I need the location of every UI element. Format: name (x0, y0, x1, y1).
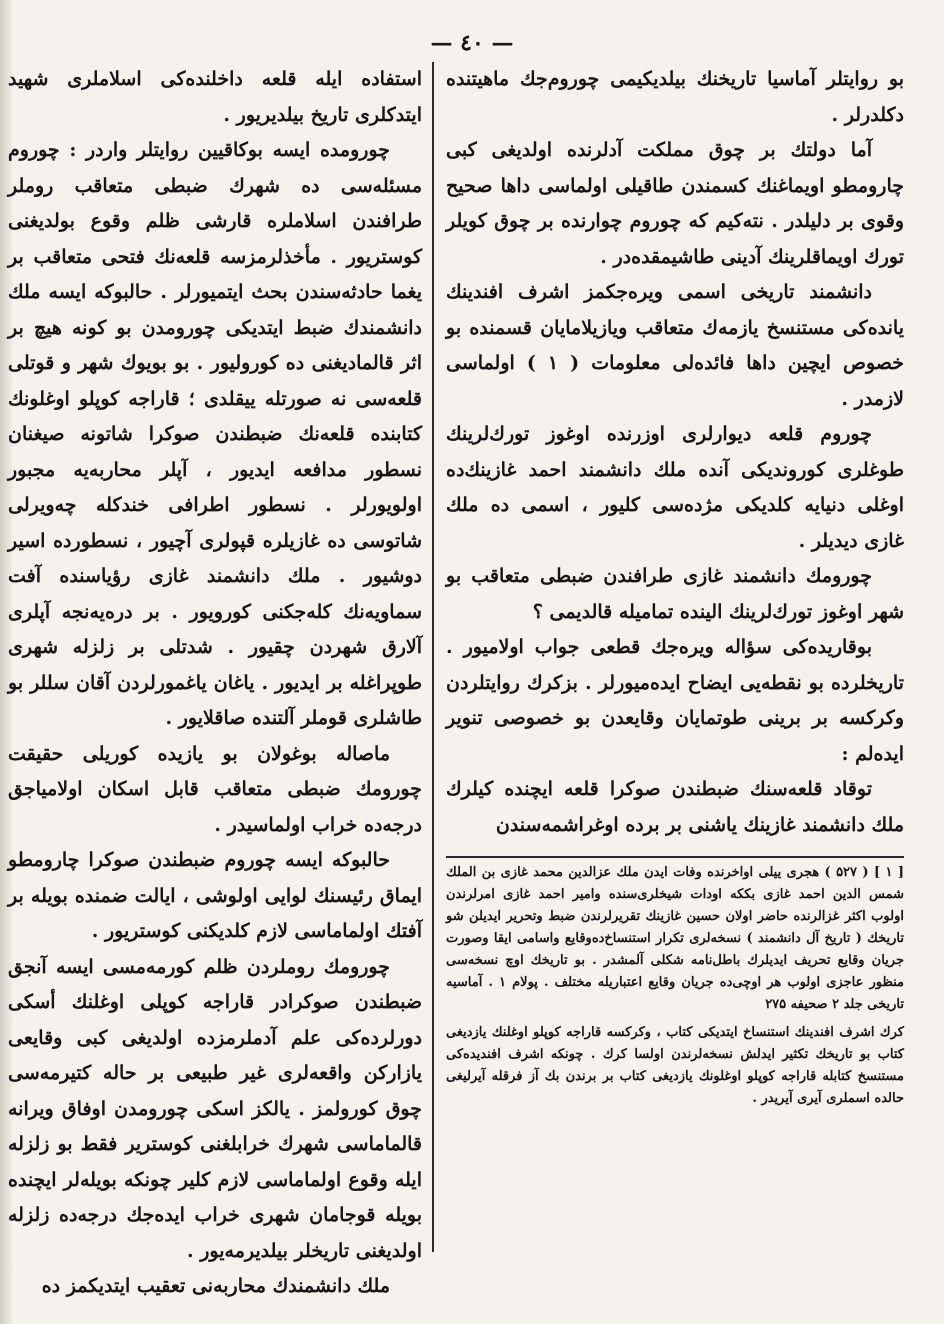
footnotes (446, 862, 904, 1116)
paragraph: دانشمند تاریخی اسمی ویره‌جكمز اشرف افندینك یانده‌كی مستنسخ یازمه‌ك متعاقب ویازیلامایان قسمنده بو خصوص ایچین داها فائده‌لی معلومات ( ۱ ) اولماسی لازمدر . (446, 281, 904, 410)
page-number: — ٤٠ — (430, 30, 514, 56)
paragraph: ماصاله بوغولان بو یازیده كوریلی حقیقت چورومك ضبطی متعاقب قابل اسكان اولامیاجق درجه‌ده خراب اولماسیدر . (8, 742, 422, 836)
paragraph: بو روایتلر آماسیا تاریخنك بیلدیكیمی چوروم‌جك ماهیتنده دكلدرلر . (446, 68, 904, 126)
paragraph: بوقاریده‌كی سؤاله ویره‌جك قطعی جواب اولامیور . تاریخلرده بو نقطه‌یی ایضاح ایده‌میورلر . بزكرك روایتلردن وكركسه بر برینی طوتمایان وقایعدن بو خصوصی تنویر ایده‌لم : (446, 636, 904, 765)
footnote: [ ۱ ] ( ۵۲۷ ) هجری ییلی اواخرنده وفات ایدن ملك عزالدین محمد غازی بن الملك شمس الدین احمد غازی بككه اودات شیخلری‌سنده وامیر احمد غازی امرلرندن اولوب اكثر غزالرنده حاضر اولان حسین غازینك تقریرلرندن ضبط وتحریر ایدیلن شو تاریخك ( تاریخ آل دانشمند ) نسخه‌لری تكرار استنساخ‌ده‌وقایع واسامی ایقا وصورت جریان وقایع تحریف ایدیلرك باطل‌نامه شكلی آلمشدر . بو تاریخك اوچ نسخه‌سی منظور عاجزی اولوب هر اوچی‌ده جریان وقایع اعتباریله مختلف . پولام ۱ . آماسیه تاریخی جلد ۲ صحیفه ۲۷۵ (446, 865, 904, 1012)
paragraph: چورومده ایسه بوكاقیین روایتلر واردر : چوروم مسئله‌سی ده شهرك ضبطی متعاقب روملر طرافندن اسلاملره قارشی ظلم وقوع بولدیغنی كوستریور . مأخذلرمزسه قلعه‌نك فتحی متعاقب بر یغما حادثه‌سندن بحث ایتمیورلر . حالبوكه ایسه ملك دانشمندك ضبط ایتدیكی چورومدن بو كونه هیچ بر اثر قالمادیغنی ده كورولیور . بو بویوك شهر و قوتلی قلعه‌سی نه صورتله ییقلدی ؛ قاراجه كوپلو اوغلونك كتابنده قلعه‌نك ضبطندن صوكرا شاتونه صیغنان نسطور مدافعه ایدیور ، آپلر محاربه‌یه مجبور اولویورلر . نسطور اطرافی خندكله چه‌ویرلی شاتوسی ده غازیلره قپولری آچیور ، نسطورده اسیر دوشیور . ملك دانشمند غازی رؤیاسنده آفت سماویه‌نك كله‌جكنی كورویور . بر دره‌یه‌نجه آپلری آلارق شهردن چقیور . شدتلی بر زلزله شهری طوپراغله بر ایدیور . یاغان یاغمورلردن آقان سللر بو طاشلری قوملر آلتنده صاقلایور . (8, 139, 422, 729)
paragraph: ملك دانشمندك محاربه‌نی تعقیب ایتدیكمز ده (41, 1275, 390, 1297)
footnote-divider (446, 856, 904, 858)
footnote: كرك اشرف افندینك استنساخ ایتدیكی كتاب ، وكركسه قاراجه كوپلو اوغلنك یازدیغی كتاب بو تاریخك تكثیر ایدلش نسخه‌لرندن اولسا كرك . چونكه اشرف افندیده‌كی مستنسخ كتابله قاراجه كوپلو اوغلونك یازدیغی كتاب بر برندن بك آز فرقله آیرلیغی حالده اسملری آیری آیریدر . (446, 1025, 904, 1106)
paragraph: چورومك دانشمند غازی طرافندن ضبطی متعاقب بو شهر اوغوز تورك‌لرینك الینده تمامیله قالدیمی ؟ (446, 565, 904, 623)
paragraph: آما دولتك بر چوق مملكت آدلرنده اولدیغی كبی چارومطو اویماغنك كسمندن طاقیلی اولماسی داها صحیح وقوی بر دلیلدر . نته‌كیم كه چوروم چوارنده بر چوق كویلر تورك اویماقلرینك آدینی طاشیمقده‌در . (446, 139, 904, 268)
right-column (446, 62, 904, 843)
paragraph: چوروم قلعه دیوارلری اوزرنده اوغوز تورك‌لرینك طوغلری كوروندیكی آنده ملك دانشمند احمد غازینك‌ده اوغلی دنیایه كلدیكی مژده‌سی كلیور ، اسمی ده ملك غازی دیدیلر . (446, 423, 904, 552)
paragraph: چورومك روملردن ظلم كورمه‌مسی ایسه آنجق ضبطندن صوكرادر قاراجه كوپلی اوغلنك أسكی دورلرده‌كی علم آدملرمزده اولدیغی كبی وقایعی یازاركن واقعه‌لری غیر طبیعی بر حاله كتیرمه‌سی چوق كورولمز . یالكز اسكی چورومدن اوفاق ویرانه‌ قالماماسی شهرك خرابلغنی كوستریر فقط بو زلزله ایله وقوع اولماماسی لازم كلیر چونكه بویله‌لر ایچنده بویله قوجامان شهری خراب ایده‌جك درجه‌ده زلزله اولدیغنی تاریخلر بیلدیرمه‌یور . (8, 955, 423, 1262)
paragraph: حالبوكه ایسه چوروم ضبطندن صوكرا چارومطو ایماق رئیسنك لوایی اولوشی ، ایالت ضمنده بویله بر آفتك اولماماسی لازم كلدیكنی كوستریور . (8, 849, 422, 942)
column-divider (432, 62, 434, 1252)
left-column (8, 62, 422, 1305)
paragraph: توقاد قلعه‌سنك ضبطندن صوكرا قلعه ایچنده كیلرك ملك دانشمند غازینك یاشنی بر برده اوغراشمه‌سندن (446, 778, 904, 836)
paragraph: استفاده ایله قلعه داخلنده‌كی اسلاملری شهید ایتدكلری تاریخ بیلدیریور . (8, 68, 422, 126)
